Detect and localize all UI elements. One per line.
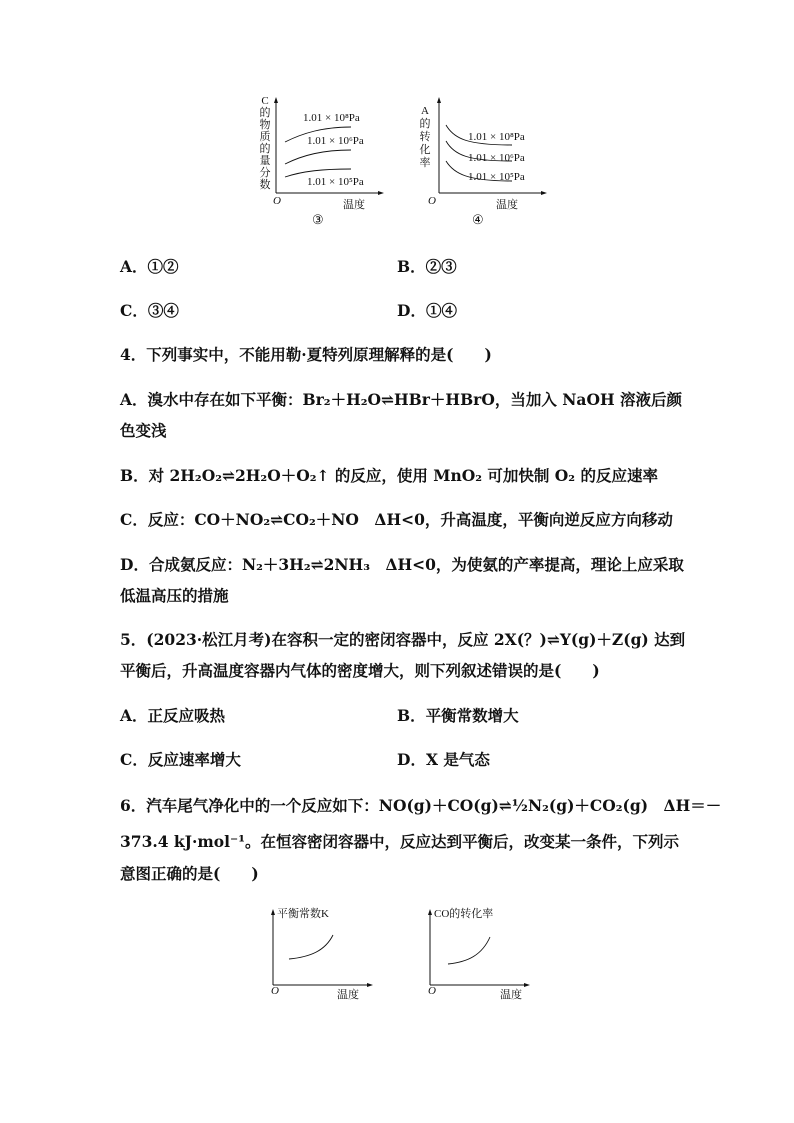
graph-4 xyxy=(418,95,548,235)
q5-option-b: B．平衡常数增大 xyxy=(397,706,519,725)
graph-3-label-3: 1.01 × 10⁵Pa xyxy=(307,176,364,188)
graph-co-ylabel: CO的转化率 xyxy=(434,908,494,920)
curve-k xyxy=(289,935,333,959)
graph-co-xlabel: 温度 xyxy=(500,989,522,1001)
y-axis-arrow xyxy=(274,97,278,103)
q5-option-c: C．反应速率增大 xyxy=(120,750,241,769)
graph-3-number: ③ xyxy=(312,213,324,228)
x-axis-arrow xyxy=(524,983,530,987)
graph-4-origin: O xyxy=(428,195,436,207)
q4-option-b: B．对 2H₂O₂⇌2H₂O＋O₂↑ 的反应，使用 MnO₂ 可加快制 O₂ 的反应速率 xyxy=(120,466,658,485)
q4-option-a-line2: 色变浅 xyxy=(120,421,167,440)
q6-stem-line2: 373.4 kJ·mol⁻¹。在恒容密闭容器中，反应达到平衡后，改变某一条件，下列示 xyxy=(120,832,680,851)
graph-3-label-1: 1.01 × 10⁸Pa xyxy=(303,112,360,124)
q3-option-a: A．①② xyxy=(120,257,179,276)
graph-k-plot xyxy=(265,909,375,989)
y-axis-arrow xyxy=(437,97,441,103)
q4-option-d-line2: 低温高压的措施 xyxy=(120,586,229,605)
graph-k xyxy=(265,905,375,1005)
graph-3-xlabel: 温度 xyxy=(343,199,365,211)
q5-stem-line1: 5．(2023·松江月考)在容积一定的密闭容器中，反应 2X(？)⇌Y(g)＋Z(g) 达到 xyxy=(120,630,686,649)
graph-4-label-2: 1.01 × 10⁶Pa xyxy=(468,152,525,164)
curve-mid-pressure xyxy=(285,150,351,164)
y-axis-arrow xyxy=(428,909,432,915)
curve-co xyxy=(448,937,490,964)
x-axis-arrow xyxy=(367,983,373,987)
q6-stem-line1: 6．汽车尾气净化中的一个反应如下：NO(g)＋CO(g)⇌½N₂(g)＋CO₂(g) ΔH＝－ xyxy=(120,796,722,815)
q3-option-b: B．②③ xyxy=(397,257,457,276)
graph-k-ylabel: 平衡常数K xyxy=(277,908,329,920)
y-axis-arrow xyxy=(271,909,275,915)
x-axis-arrow xyxy=(378,191,384,195)
q4-option-d-line1: D．合成氨反应：N₂＋3H₂⇌2NH₃ ΔH<0，为使氨的产率提高，理论上应采取 xyxy=(120,555,684,574)
q5-option-d: D．X 是气态 xyxy=(397,750,490,769)
q5-option-a: A．正反应吸热 xyxy=(120,706,226,725)
graph-3-origin: O xyxy=(273,195,281,207)
q4-stem: 4．下列事实中，不能用勒·夏特列原理解释的是( ) xyxy=(120,345,492,364)
q4-option-a-line1: A．溴水中存在如下平衡：Br₂＋H₂O⇌HBr＋HBrO，当加入 NaOH 溶液后颜 xyxy=(120,390,682,409)
q3-option-c: C．③④ xyxy=(120,301,179,320)
graph-co xyxy=(422,905,532,1005)
q4-option-c: C．反应：CO＋NO₂⇌CO₂＋NO ΔH<0，升高温度，平衡向逆反应方向移动 xyxy=(120,510,673,529)
graph-co-origin: O xyxy=(428,985,436,997)
graph-k-origin: O xyxy=(271,985,279,997)
graph-4-label-1: 1.01 × 10⁸Pa xyxy=(468,131,525,143)
graph-3-label-2: 1.01 × 10⁶Pa xyxy=(307,135,364,147)
graph-4-ylabel: A 的 转 化 率 xyxy=(419,105,431,169)
graph-4-number: ④ xyxy=(472,213,484,228)
graph-4-label-3: 1.01 × 10⁵Pa xyxy=(468,171,525,183)
graph-3 xyxy=(255,95,385,235)
q3-option-d: D．①④ xyxy=(397,301,457,320)
graph-4-xlabel: 温度 xyxy=(496,199,518,211)
graph-co-plot xyxy=(422,909,532,989)
graph-k-xlabel: 温度 xyxy=(337,989,359,1001)
q6-stem-line3: 意图正确的是( ) xyxy=(120,864,259,883)
x-axis-arrow xyxy=(541,191,547,195)
q5-stem-line2: 平衡后，升高温度容器内气体的密度增大，则下列叙述错误的是( ) xyxy=(120,661,600,680)
graph-3-ylabel: C 的 物 质 的 量 分 数 xyxy=(259,95,271,191)
